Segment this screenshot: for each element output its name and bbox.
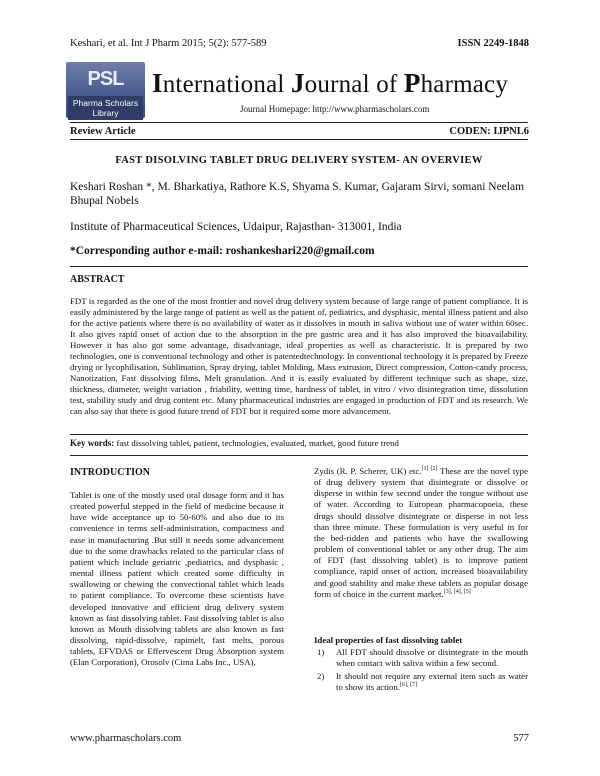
publisher-logo (66, 62, 145, 118)
issn: ISSN 2249-1848 (457, 38, 529, 49)
running-citation: Keshari, et al. Int J Pharm 2015; 5(2): 577-589 (70, 38, 267, 49)
section-divider (70, 139, 528, 140)
keywords-text: fast dissolving tablet, patient, technologies, evaluated, market, good future trend (114, 438, 399, 448)
citation-ref: [1] [2] (421, 466, 438, 473)
ideal-properties-list (314, 647, 528, 696)
author-list: Keshari Roshan *, M. Bharkatiya, Rathore K.S, Shyama S. Kumar, Gajaram Sirvi, somani Neelam Bhupal Nobels (70, 181, 525, 207)
logo-caption: Pharma Scholars Library (68, 96, 143, 120)
keywords-top-divider (70, 434, 528, 435)
coden: CODEN: IJPNL6 (449, 126, 529, 137)
logo-monogram: PSL (87, 68, 124, 90)
journal-title: International Journal of Pharmacy (152, 68, 509, 98)
introduction-right-column: Zydis (R. P. Scherer, UK) etc.[1] [2] These are the novel type of drug delivery system that disintegrate or dissolve or disperse in within few second under the tongue without use of water. According to European pharmacopoeia, these drugs should dissolve disintegrate or disperse in not less than three minute. These formulation is very useful in for the bed-ridden and patients who have the swallowing problem of conventional tablet or any other drug. The aim of FDT (fast dissolving tablet) is to improve patient compliance, rapid onset of action, increased bioavailability and good stability and make these tablets as popular dosage form of choice in the current market.[3], [4], [5] (314, 466, 528, 599)
list-item: 2) It should not require any external item such as water to show its action.[6], [7] (317, 671, 528, 693)
article-type: Review Article (70, 126, 136, 137)
citation-ref: [3], [4], [5] (443, 588, 471, 595)
corresponding-author: *Corresponding author e-mail: roshankeshari220@gmail.com (70, 245, 375, 257)
article-title: FAST DISOLVING TABLET DRUG DELIVERY SYSTEM- AN OVERVIEW (115, 155, 483, 166)
citation-ref: [6], [7] (400, 682, 418, 689)
abstract-heading: ABSTRACT (70, 274, 125, 285)
introduction-heading: INTRODUCTION (70, 467, 151, 478)
ideal-properties-heading: Ideal properties of fast dissolving tablet (314, 635, 463, 645)
keywords (70, 438, 528, 448)
header-divider (70, 122, 528, 123)
abstract-top-divider (70, 266, 528, 267)
list-item: 1) All FDT should dissolve or disintegrate in the mouth when contact with saliva within a few second. (317, 647, 528, 669)
page-number: 577 (513, 733, 529, 744)
affiliation: Institute of Pharmaceutical Sciences, Udaipur, Rajasthan- 313001, India (70, 221, 402, 233)
keywords-bottom-divider (70, 455, 528, 456)
introduction-left-column: Tablet is one of the mostly used oral dosage form and it has created powerful stepped in the field of medicine because it have wide acceptance up to 50-60% and also due to its convenience in terms self-administration, compactness and ease in manufacturing .But still it needs some advancement due to the some drawbacks related to the particular class of patient which include geriatric ,pediatrics, and dysphasic , mental illness patient which created some difficulty in swallowing or chewing the convectional tablet which leads to patient compliance. To overcome these scientists have developed innovative and efficient drug delivery system known as fast dissolving tablet. Fast dissolving tablet is also known as Mouth dissolving tablets are also known as fast dissolving, rapid-dissolve, rapimelt, fast melts, porous tablets, EFVDAS or Effervescent Drug Absorption system (Elan Corporation), Orosolv (Cima Labs Inc., USA), (70, 490, 284, 668)
abstract-body: FDT is regarded as the one of the most frontier and novel drug delivery system because of large range of patient compliance. It is easily administered by the large range of patient as well as the patient of, pediatrics, and dysphasic, mental illness patient and also for the active patients where there is no availability of water as it dissolves in mouth in saliva without use of water within 60sec. It also gives rapid onset of action due to the absorption in the pre gastric area and it has also improved the bioavailability. However it has also got some advantage, disadvantage, ideal properties as well as characteristic. It is prepared by two technologies, one is conventional technology and other is patentedtechnology. In conventional technology it is prepared by Freeze drying or lycophilisation, Sublimation, Spray drying, tablet Molding, Mass extrusion, Direct compression, Cotton-candy process, Nanotization, Fast dissolving films, Melt granulation. And it is easily evaluated by different technique such as shape, size, thickness, diameter, weight variation , friability, wetting time, hardness of tablet, in vitro / vivo disintegration time, dissolution test, stability study and drug content etc. Many pharmaceutical industries are engaged in production of FDT and its research. We can also say that there is good future trend of FDT but it required some more advancement. (70, 296, 528, 417)
footer-website: www.pharmascholars.com (70, 733, 182, 744)
keywords-label: Key words: (70, 438, 115, 448)
journal-homepage: Journal Homepage: http://www.pharmascholars.com (240, 104, 430, 114)
